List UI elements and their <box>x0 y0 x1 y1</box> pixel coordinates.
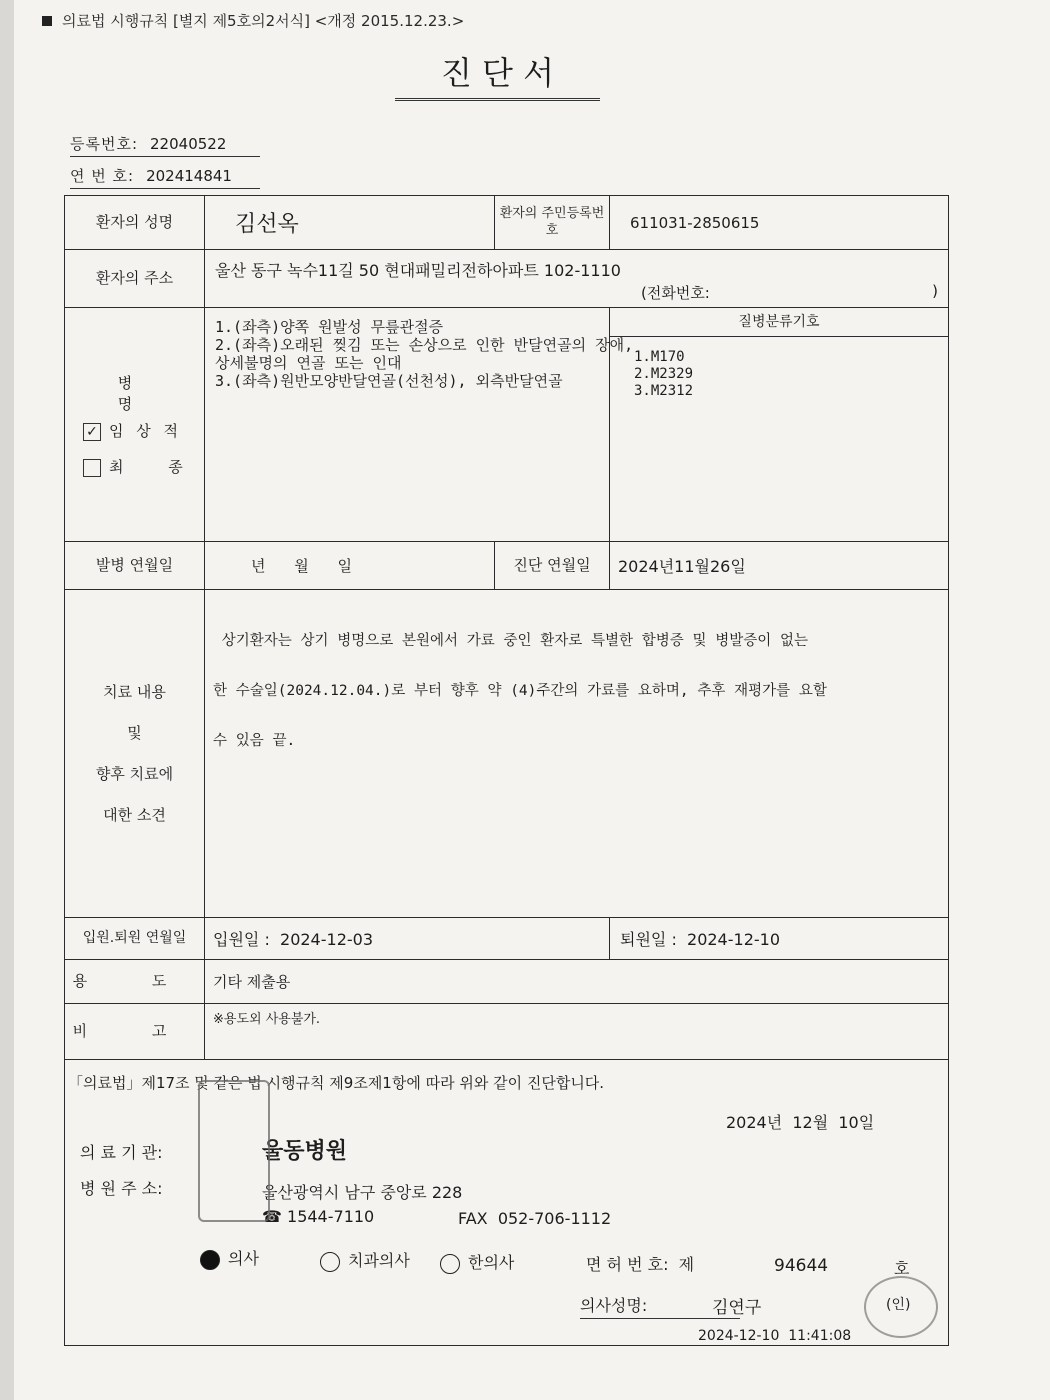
patient-address-row <box>65 250 949 308</box>
hospital-address: 울산광역시 남구 중앙로 228 <box>262 1183 463 1202</box>
opinion-label-3: 향후 치료에 <box>95 764 174 783</box>
remarks-value: ※용도외 사용불가. <box>213 1012 321 1027</box>
patient-phone-close: ) <box>932 282 938 300</box>
opinion-line-3: 수 있음 끝. <box>213 733 296 750</box>
admission-row <box>65 918 949 960</box>
clinical-checkbox[interactable]: ✓ <box>83 423 101 441</box>
role-doctor-radio-icon[interactable] <box>200 1250 220 1270</box>
hospital-address-label: 병 원 주 소: <box>80 1179 163 1198</box>
disease-code-2: 2.M2329 <box>634 365 694 382</box>
disease-names-cell <box>205 308 634 542</box>
patient-rrn-cell <box>610 196 949 250</box>
disease-label-cell <box>65 308 205 542</box>
admission-label: 입원.퇴원 연월일 <box>65 918 205 960</box>
opinion-line-2: 한 수술일(2024.12.04.)로 부터 향후 약 (4)주간의 가료를 요하며, 추후 재평가를 요할 <box>213 683 827 700</box>
usage-row <box>65 960 949 1004</box>
institution-name: 울동병원 <box>262 1139 348 1164</box>
registration-number-value: 22040522 <box>150 135 227 153</box>
disease-line-3: 상세불명의 연골 또는 인대 <box>215 354 402 372</box>
disease-row <box>65 308 949 542</box>
serial-number-label: 연 번 호: <box>70 167 135 185</box>
opinion-label-cell <box>65 590 205 918</box>
registration-number-label: 등록번호: <box>70 135 139 153</box>
role-oriental-radio-icon[interactable] <box>440 1254 460 1274</box>
patient-phone-label: (전화번호: <box>641 284 710 302</box>
patient-address-label: 환자의 주소 <box>65 250 205 308</box>
admission-date-cell <box>205 918 610 960</box>
disease-line-2: 2.(좌측)오래된 찢김 또는 손상으로 인한 반달연골의 장애, <box>215 336 634 354</box>
patient-address-cell <box>205 250 949 308</box>
opinion-label-1: 치료 내용 <box>103 682 166 701</box>
diagnosis-form-table <box>64 195 949 1346</box>
diagnosis-date-value: 2024년11월26일 <box>618 557 746 576</box>
clinical-option[interactable] <box>83 420 182 441</box>
patient-rrn-label: 환자의 주민등록번호 <box>495 196 610 250</box>
role-doctor-option[interactable] <box>200 1246 259 1270</box>
doctor-name-label: 의사성명: <box>580 1293 740 1319</box>
opinion-line-1: 상기환자는 상기 병명으로 본원에서 가료 중인 환자로 특별한 합병증 및 병발증이 없는 <box>213 633 808 650</box>
disease-codes-cell <box>610 308 949 542</box>
final-option-label: 최 종 <box>109 458 203 476</box>
registration-number <box>70 133 260 157</box>
patient-address: 울산 동구 녹수11길 50 현대패밀리전하아파트 102-1110 <box>215 261 621 280</box>
patient-name-row <box>65 196 949 250</box>
admission-date: 입원일 : 2024-12-03 <box>213 930 374 949</box>
dates-row <box>65 542 949 590</box>
diagnosis-date-cell <box>610 542 949 590</box>
license-number: 94644 <box>774 1256 829 1276</box>
usage-value: 기타 제출용 <box>213 973 291 991</box>
doctor-name: 김연구 <box>712 1298 762 1318</box>
usage-label: 용 도 <box>65 960 205 1004</box>
opinion-text-cell <box>205 590 949 918</box>
seal-text: (인) <box>886 1297 911 1313</box>
final-checkbox[interactable] <box>83 459 101 477</box>
license-label: 면 허 번 호: 제 <box>586 1255 695 1274</box>
hospital-seal-stamp <box>198 1080 270 1222</box>
legal-statement: 「의료법」제17조 및 같은 법 시행규칙 제9조제1항에 따라 위와 같이 진단합니다. <box>68 1074 605 1092</box>
patient-name-cell <box>205 196 495 250</box>
form-reference <box>42 10 464 31</box>
print-timestamp: 2024-12-10 11:41:08 <box>698 1328 852 1344</box>
disease-label: 병 명 <box>117 374 163 413</box>
role-oriental-label: 한의사 <box>468 1253 515 1272</box>
issue-date: 2024년 12월 10일 <box>726 1113 875 1132</box>
onset-date-value: 년 월 일 <box>251 557 353 575</box>
role-dentist-label: 치과의사 <box>348 1251 410 1270</box>
institution-label: 의 료 기 관: <box>80 1143 163 1162</box>
disease-code-1: 1.M170 <box>634 349 685 365</box>
onset-date-label: 발병 연월일 <box>65 542 205 590</box>
serial-number <box>70 165 260 189</box>
remarks-cell <box>205 1004 949 1060</box>
remarks-label: 비 고 <box>65 1004 205 1060</box>
patient-name: 김선옥 <box>235 212 299 237</box>
square-bullet-icon <box>42 16 52 26</box>
clinical-option-label: 임 상 적 <box>109 422 183 440</box>
disease-code-header: 질병분류기호 <box>610 308 948 337</box>
disease-line-1: 1.(좌측)양쪽 원발성 무릎관절증 <box>215 318 444 336</box>
license-suffix: 호 <box>894 1259 910 1278</box>
opinion-label-2: 및 <box>127 723 142 742</box>
disease-line-4: 3.(좌측)원반모양반달연골(선천성), 외측반달연골 <box>215 372 563 390</box>
disease-code-3: 3.M2312 <box>634 382 694 399</box>
role-oriental-option[interactable] <box>440 1250 514 1274</box>
remarks-row <box>65 1004 949 1060</box>
patient-rrn: 611031-2850615 <box>630 213 760 232</box>
serial-number-value: 202414841 <box>146 167 232 185</box>
form-reference-text: 의료법 시행규칙 [별지 제5호의2서식] <개정 2015.12.23.> <box>62 12 465 30</box>
opinion-label-4: 대한 소견 <box>103 805 166 824</box>
hospital-phone: ☎ 1544-7110 <box>262 1207 375 1226</box>
opinion-row <box>65 590 949 918</box>
discharge-date: 퇴원일 : 2024-12-10 <box>620 930 781 949</box>
role-dentist-radio-icon[interactable] <box>320 1252 340 1272</box>
hospital-fax: FAX 052-706-1112 <box>458 1209 612 1228</box>
usage-cell <box>205 960 949 1004</box>
role-dentist-option[interactable] <box>320 1248 410 1272</box>
discharge-date-cell <box>610 918 949 960</box>
patient-name-label: 환자의 성명 <box>65 196 205 250</box>
final-option[interactable] <box>83 456 203 477</box>
role-doctor-label: 의사 <box>228 1249 259 1268</box>
onset-date-cell <box>205 542 495 590</box>
diagnosis-date-label: 진단 연월일 <box>495 542 610 590</box>
document-title: 진 단 서 <box>395 48 600 101</box>
